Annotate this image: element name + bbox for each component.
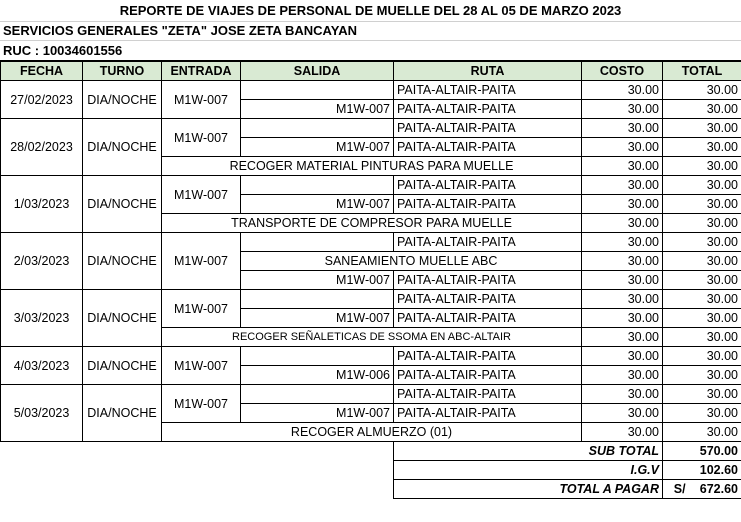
costo-cell: 30.00 <box>582 328 663 347</box>
blank-cell <box>1 461 394 480</box>
costo-cell: 30.00 <box>582 195 663 214</box>
salida-cell <box>241 347 394 366</box>
igv-label: I.G.V <box>394 461 663 480</box>
total-cell: 30.00 <box>663 385 741 404</box>
salida-cell: M1W-007 <box>241 271 394 290</box>
table-body <box>1 81 741 442</box>
total-cell: 30.00 <box>663 347 741 366</box>
costo-cell: 30.00 <box>582 347 663 366</box>
total-cell: 30.00 <box>663 214 741 233</box>
total-cell: 30.00 <box>663 328 741 347</box>
salida-cell <box>241 233 394 252</box>
ruta-cell: PAITA-ALTAIR-PAITA <box>394 347 582 366</box>
fecha-cell: 1/03/2023 <box>1 176 83 233</box>
ruta-cell: PAITA-ALTAIR-PAITA <box>394 176 582 195</box>
fecha-cell: 5/03/2023 <box>1 385 83 442</box>
costo-cell: 30.00 <box>582 404 663 423</box>
ruta-cell: PAITA-ALTAIR-PAITA <box>394 100 582 119</box>
costo-cell: 30.00 <box>582 81 663 100</box>
ruta-cell: PAITA-ALTAIR-PAITA <box>394 385 582 404</box>
entrada-cell: M1W-007 <box>162 347 241 385</box>
total-cell: 30.00 <box>663 195 741 214</box>
salida-cell: M1W-007 <box>241 100 394 119</box>
salida-cell <box>241 385 394 404</box>
table-row <box>1 81 741 100</box>
description-cell: RECOGER SEÑALETICAS DE SSOMA EN ABC-ALTAIR <box>162 328 582 347</box>
company-name: SERVICIOS GENERALES "ZETA" JOSE ZETA BANCAYAN <box>0 21 741 41</box>
totals-section <box>1 442 741 499</box>
fecha-cell: 2/03/2023 <box>1 233 83 290</box>
total-cell: 30.00 <box>663 138 741 157</box>
total-cell: 30.00 <box>663 366 741 385</box>
costo-cell: 30.00 <box>582 233 663 252</box>
description-cell: TRANSPORTE DE COMPRESOR PARA MUELLE <box>162 214 582 233</box>
ruta-cell: PAITA-ALTAIR-PAITA <box>394 366 582 385</box>
entrada-cell: M1W-007 <box>162 119 241 157</box>
igv-row <box>1 461 741 480</box>
header-salida: SALIDA <box>241 62 394 81</box>
header-ruta: RUTA <box>394 62 582 81</box>
total-cell: 30.00 <box>663 176 741 195</box>
total-cell: 30.00 <box>663 271 741 290</box>
total-cell: 30.00 <box>663 81 741 100</box>
salida-cell <box>241 290 394 309</box>
total-cell: 30.00 <box>663 119 741 138</box>
salida-cell <box>241 81 394 100</box>
salida-cell: M1W-007 <box>241 404 394 423</box>
total-cell: 30.00 <box>663 252 741 271</box>
total-cell: 30.00 <box>663 100 741 119</box>
table-row <box>1 347 741 366</box>
turno-cell: DIA/NOCHE <box>83 385 162 442</box>
description-cell: SANEAMIENTO MUELLE ABC <box>241 252 582 271</box>
entrada-cell: M1W-007 <box>162 290 241 328</box>
table-row <box>1 290 741 309</box>
ruta-cell: PAITA-ALTAIR-PAITA <box>394 309 582 328</box>
fecha-cell: 4/03/2023 <box>1 347 83 385</box>
ruta-cell: PAITA-ALTAIR-PAITA <box>394 195 582 214</box>
grand-total-value: 672.60 <box>699 482 738 496</box>
subtotal-value: 570.00 <box>663 442 741 461</box>
costo-cell: 30.00 <box>582 252 663 271</box>
salida-cell <box>241 176 394 195</box>
table-row <box>1 233 741 252</box>
entrada-cell: M1W-007 <box>162 233 241 290</box>
igv-value: 102.60 <box>663 461 741 480</box>
header-row <box>1 62 741 81</box>
header-fecha: FECHA <box>1 62 83 81</box>
costo-cell: 30.00 <box>582 290 663 309</box>
trips-table <box>0 61 741 499</box>
costo-cell: 30.00 <box>582 157 663 176</box>
blank-cell <box>1 480 394 499</box>
subtotal-label: SUB TOTAL <box>394 442 663 461</box>
ruta-cell: PAITA-ALTAIR-PAITA <box>394 138 582 157</box>
fecha-cell: 28/02/2023 <box>1 119 83 176</box>
company-ruc: RUC : 10034601556 <box>0 41 741 61</box>
fecha-cell: 3/03/2023 <box>1 290 83 347</box>
entrada-cell: M1W-007 <box>162 176 241 214</box>
total-cell: 30.00 <box>663 404 741 423</box>
costo-cell: 30.00 <box>582 176 663 195</box>
turno-cell: DIA/NOCHE <box>83 290 162 347</box>
blank-cell <box>1 442 394 461</box>
table-row <box>1 385 741 404</box>
costo-cell: 30.00 <box>582 366 663 385</box>
ruta-cell: PAITA-ALTAIR-PAITA <box>394 233 582 252</box>
total-cell: 30.00 <box>663 423 741 442</box>
grand-total-label: TOTAL A PAGAR <box>394 480 663 499</box>
entrada-cell: M1W-007 <box>162 385 241 423</box>
table-row <box>1 119 741 138</box>
table-row <box>1 176 741 195</box>
costo-cell: 30.00 <box>582 119 663 138</box>
salida-cell <box>241 119 394 138</box>
total-cell: 30.00 <box>663 233 741 252</box>
header-entrada: ENTRADA <box>162 62 241 81</box>
total-cell: 30.00 <box>663 157 741 176</box>
turno-cell: DIA/NOCHE <box>83 81 162 119</box>
ruta-cell: PAITA-ALTAIR-PAITA <box>394 271 582 290</box>
salida-cell: M1W-007 <box>241 309 394 328</box>
description-cell: RECOGER ALMUERZO (01) <box>162 423 582 442</box>
currency-symbol: S/ <box>673 482 686 496</box>
turno-cell: DIA/NOCHE <box>83 176 162 233</box>
total-cell: 30.00 <box>663 290 741 309</box>
costo-cell: 30.00 <box>582 138 663 157</box>
costo-cell: 30.00 <box>582 309 663 328</box>
turno-cell: DIA/NOCHE <box>83 347 162 385</box>
costo-cell: 30.00 <box>582 385 663 404</box>
fecha-cell: 27/02/2023 <box>1 81 83 119</box>
ruta-cell: PAITA-ALTAIR-PAITA <box>394 290 582 309</box>
header-costo: COSTO <box>582 62 663 81</box>
grand-total-row <box>1 480 741 499</box>
salida-cell: M1W-007 <box>241 195 394 214</box>
header-turno: TURNO <box>83 62 162 81</box>
turno-cell: DIA/NOCHE <box>83 233 162 290</box>
costo-cell: 30.00 <box>582 271 663 290</box>
header-total: TOTAL <box>663 62 741 81</box>
costo-cell: 30.00 <box>582 100 663 119</box>
turno-cell: DIA/NOCHE <box>83 119 162 176</box>
subtotal-row <box>1 442 741 461</box>
ruta-cell: PAITA-ALTAIR-PAITA <box>394 81 582 100</box>
costo-cell: 30.00 <box>582 214 663 233</box>
salida-cell: M1W-007 <box>241 138 394 157</box>
salida-cell: M1W-006 <box>241 366 394 385</box>
ruta-cell: PAITA-ALTAIR-PAITA <box>394 404 582 423</box>
costo-cell: 30.00 <box>582 423 663 442</box>
entrada-cell: M1W-007 <box>162 81 241 119</box>
grand-total-cell <box>663 480 741 499</box>
ruta-cell: PAITA-ALTAIR-PAITA <box>394 119 582 138</box>
description-cell: RECOGER MATERIAL PINTURAS PARA MUELLE <box>162 157 582 176</box>
total-cell: 30.00 <box>663 309 741 328</box>
report-title: REPORTE DE VIAJES DE PERSONAL DE MUELLE DEL 28 AL 05 DE MARZO 2023 <box>0 0 741 22</box>
